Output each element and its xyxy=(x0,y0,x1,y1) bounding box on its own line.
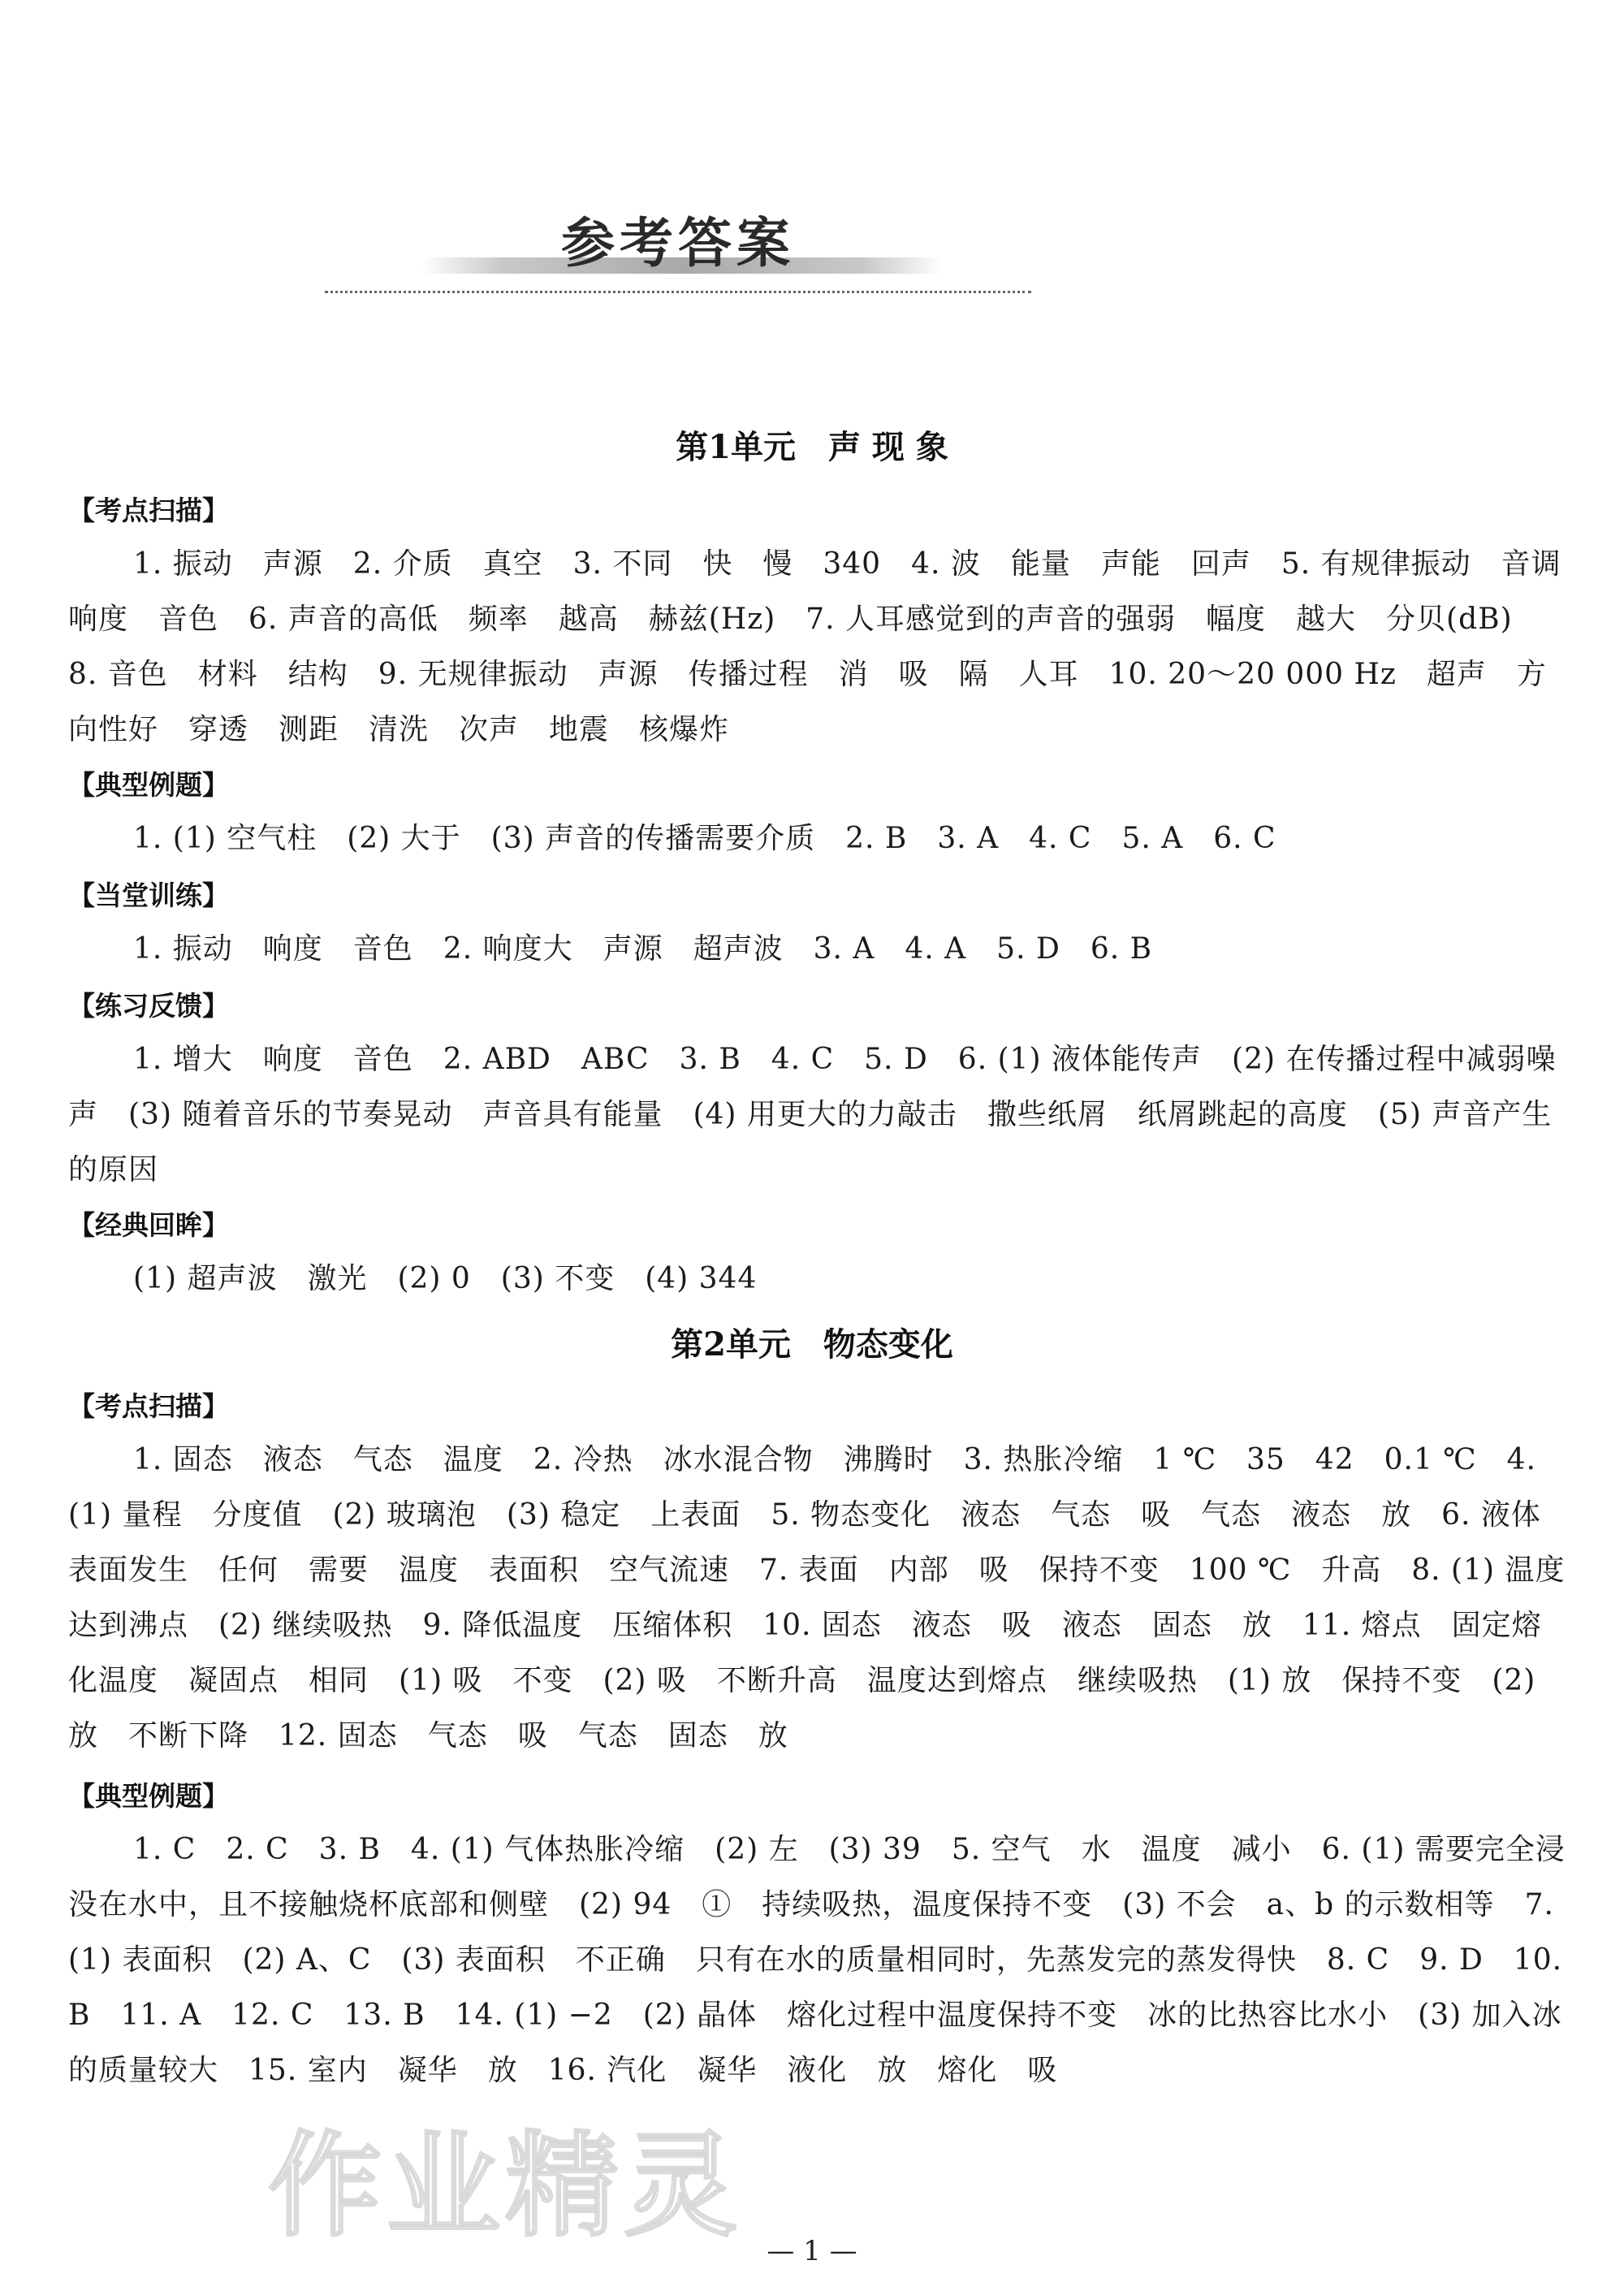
unit-1-section-label-kaodian: 【考点扫描】 xyxy=(68,495,229,526)
unit-1-dangtang-answers: 1. 振动 响度 音色 2. 响度大 声源 超声波 3. A 4. A 5. D 6. B xyxy=(133,932,1153,966)
unit-1-kaodian-answers: 1. 振动 声源 2. 介质 真空 3. 不同 快 慢 340 4. 波 能量 声能 回声 5. 有规律振动 音调 响度 音色 6. 声音的高低 频率 越高 赫兹(Hz) 7. 人耳感觉到的声音的强弱 幅度 越大 分贝(dB) 8. 音色 材料 结构 9. 无规律振动 声源 传播过程 消 吸 隔 人耳 10. 20～20 000 Hz 超声 方向性好 穿透 测距 清洗 次声 地震 核爆炸 xyxy=(68,547,1592,746)
unit-2-title: 第2单元 物态变化 xyxy=(671,1325,953,1364)
page-title-block xyxy=(325,207,1031,296)
title-dotted-rule xyxy=(325,291,1031,293)
unit-2-kaodian-answers: 1. 固态 液态 气态 温度 2. 冷热 冰水混合物 沸腾时 3. 热胀冷缩 1 ℃ 35 42 0.1 ℃ 4. (1) 量程 分度值 (2) 玻璃泡 (3) 稳定 上表面 5. 物态变化 液态 气态 吸 气态 液态 放 6. 液体表面发生 任何 需要 温度 表面积 空气流速 7. 表面 内部 吸 保持不变 100 ℃ 升高 8. (1) 温度达到沸点 (2) 继续吸热 9. 降低温度 压缩体积 10. 固态 液态 吸 液态 固态 放 11. 熔点 固定熔化温度 凝固点 相同 (1) 吸 不变 (2) 吸 不断升高 温度达到熔点 继续吸热 (1) 放 保持不变 (2) 放 不断下降 12. 固态 气态 吸 气态 固态 放 xyxy=(68,1443,1566,1753)
page-title: 参考答案 xyxy=(561,212,795,274)
unit-1-dianxing-answers: 1. (1) 空气柱 (2) 大于 (3) 声音的传播需要介质 2. B 3. A 4. C 5. A 6. C xyxy=(133,822,1276,855)
unit-2-section-label-dianxing: 【典型例题】 xyxy=(68,1780,229,1812)
unit-2-dianxing-answers: 1. C 2. C 3. B 4. (1) 气体热胀冷缩 (2) 左 (3) 39 5. 空气 水 温度 减小 6. (1) 需要完全浸没在水中，且不接触烧杯底部和侧壁 (2) 94 ① 持续吸热，温度保持不变 (3) 不会 a、b 的示数相等 7. (1) 表面积 (2) A、C (3) 表面积 不正确 只有在水的质量相同时，先蒸发完的蒸发得快 8. C 9. D 10. B 11. A 12. C 13. B 14. (1) −2 (2) 晶体 熔化过程中温度保持不变 冰的比热容比水小 (3) 加入冰的质量较大 15. 室内 凝华 放 16. 汽化 凝华 液化 放 熔化 吸 xyxy=(68,1833,1566,2087)
unit-1-section-label-dangtang: 【当堂训练】 xyxy=(68,880,229,911)
unit-1-section-label-jingdian: 【经典回眸】 xyxy=(68,1209,229,1241)
unit-2-section-label-kaodian: 【考点扫描】 xyxy=(68,1390,229,1422)
unit-1-section-label-dianxing: 【典型例题】 xyxy=(68,769,229,801)
watermark: 作业精灵 xyxy=(268,2120,743,2253)
page-number: — 1 — xyxy=(767,2235,857,2267)
unit-1-section-label-lianxi: 【练习反馈】 xyxy=(68,990,229,1022)
unit-1-jingdian-answers: (1) 超声波 激光 (2) 0 (3) 不变 (4) 344 xyxy=(133,1262,758,1295)
unit-1-lianxi-answers: 1. 增大 响度 音色 2. ABD ABC 3. B 4. C 5. D 6. (1) 液体能传声 (2) 在传播过程中减弱噪声 (3) 随着音乐的节奏晃动 声音具有能量 (4) 用更大的力敲击 撒些纸屑 纸屑跳起的高度 (5) 声音产生的原因 xyxy=(68,1043,1557,1186)
unit-1-title: 第1单元 声 现 象 xyxy=(676,428,948,466)
